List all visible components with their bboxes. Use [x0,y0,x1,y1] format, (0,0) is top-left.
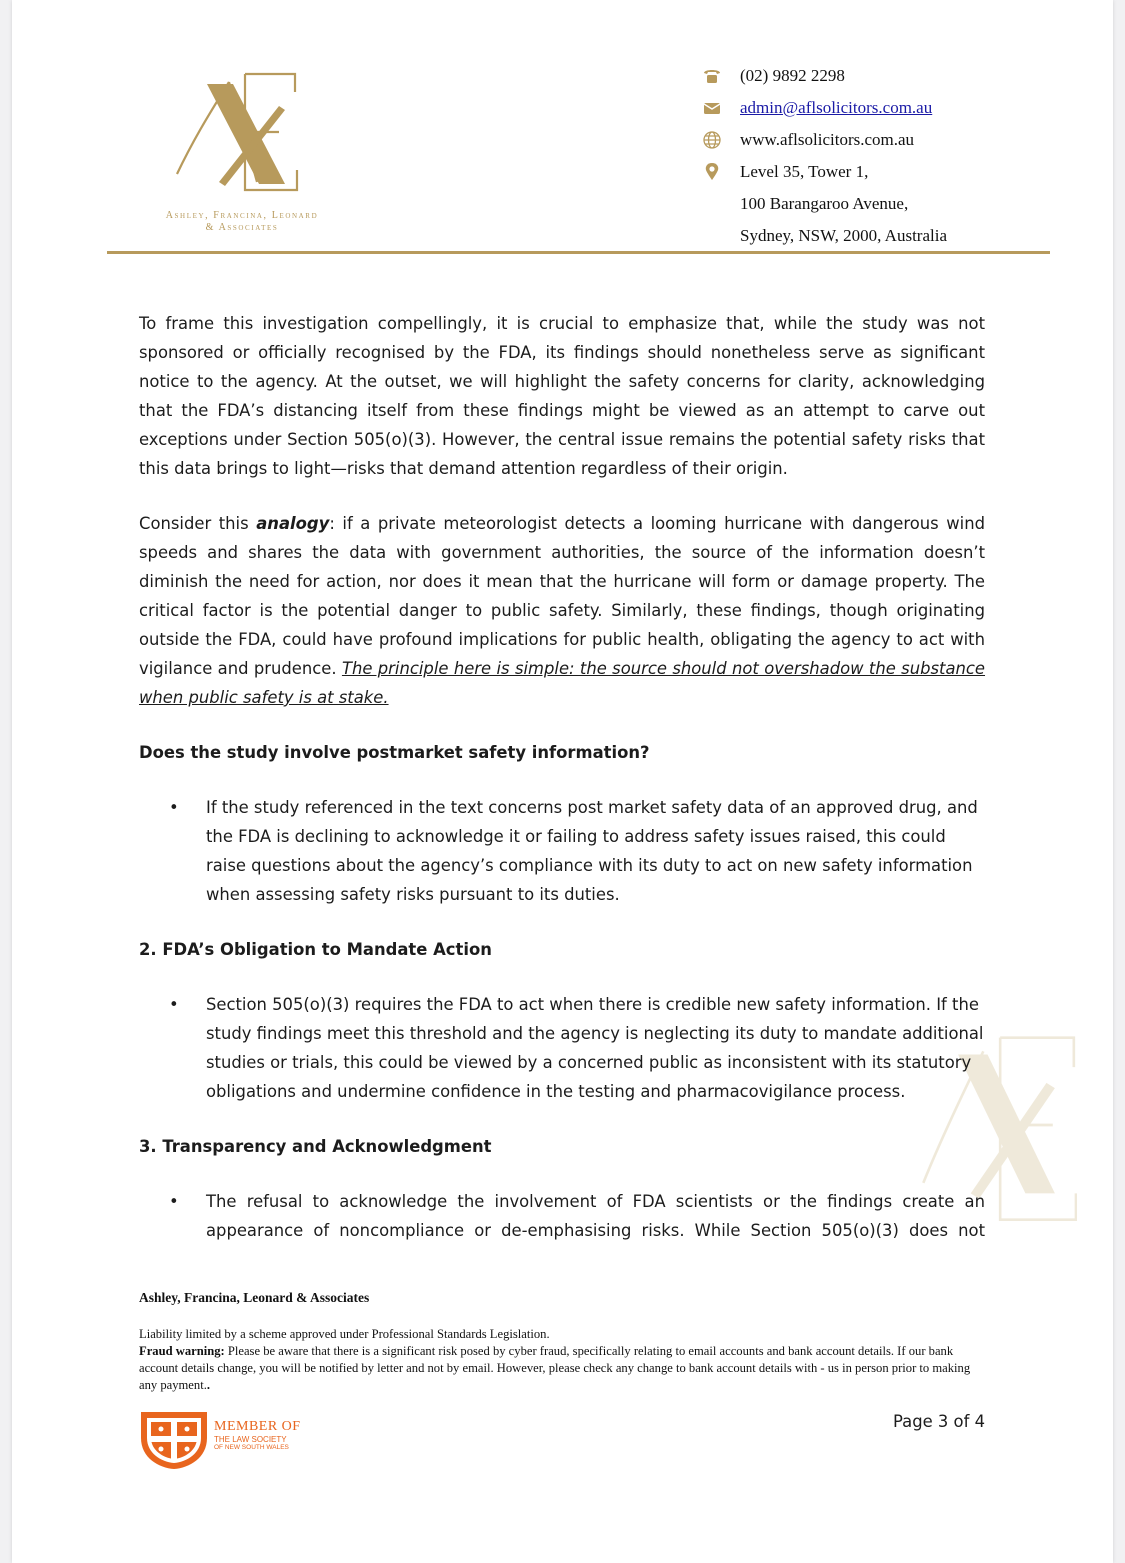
paragraph-framing: To frame this investigation compellingly, it is crucial to emphasize that, while the study was not sponsored or officially recognised by the FDA, its findings should nonetheless serve as significant notice to the agency. At the outset, we will highlight the safety concerns for clarity, acknowledging that the FDA’s distancing itself from these findings might be viewed as an attempt to carve out exceptions under Section 505(o)(3). However, the central issue remains the potential safety risks that this data brings to light—risks that demand attention regardless of their origin. [139,314,985,478]
footer-legal-notice: Liability limited by a scheme approved under Professional Standards Legislation. Fraud warning: Please be aware that there is a significant risk posed by cyber fraud, specifically relating to email accounts and bank account details. If our bank account details change, you will be notified by letter and not by email. However, please check any change to bank account details with - us in person prior to making any payment.. [139,1327,971,1392]
paragraph-analogy: Consider this analogy: if a private meteorologist detects a looming hurricane with dangerous wind speeds and shares the data with government authorities, the source of the information doesn’t diminish the need for action, nor does it mean that the hurricane will form or damage property. The critical factor is the potential danger to public safety. Similarly, these findings, though originating outside the FDA, could have profound implications for public health, obligating the agency to act with vigilance and prudence. The principle here is simple: the source should not overshadow the substance when public safety is at stake. [139,514,986,707]
document-page [12,0,1113,1563]
contact-address-line1: Level 35, Tower 1, [702,158,1082,190]
afl-monogram-icon [167,62,317,202]
law-society-badge: MEMBER OF THE LAW SOCIETY OF NEW SOUTH WALES [139,1408,379,1472]
bullet-marker: • [169,798,179,817]
globe-icon [702,130,722,150]
bullet-item: • The refusal to acknowledge the involvement of FDA scientists or the findings create an appearance of noncompliance or de-emphasising risks. While Section 505(o)(3) does not [139,1187,985,1245]
emphasis-analogy: analogy [256,514,330,533]
bullet-marker: • [169,1192,179,1211]
firm-logo-name: Ashley, Francina, Leonard & Associates [165,210,319,233]
section-heading-postmarket: Does the study involve postmarket safety information? [139,743,650,762]
bullet-item: • If the study referenced in the text concerns post market safety data of an approved drug, and the FDA is declining to acknowledge it or failing to address safety issues raised, this could raise questions about the agency’s compliance with its duty to act on new safety information when assessing safety risks pursuant to its duties. [139,793,985,909]
phone-icon [702,66,722,86]
email-link[interactable]: admin@aflsolicitors.com.au [740,98,933,117]
section-heading-transparency: 3. Transparency and Acknowledgment [139,1137,492,1156]
page-footer [139,1290,985,1394]
firm-logo [142,62,342,242]
contact-phone: (02) 9892 2298 [702,62,1082,94]
page-number: Page 3 of 4 [893,1412,985,1431]
section-heading-obligation: 2. FDA’s Obligation to Mandate Action [139,940,492,959]
footer-firm-name: Ashley, Francina, Leonard & Associates [139,1290,370,1305]
bullet-marker: • [169,995,179,1014]
header-divider [107,251,1050,254]
email-icon [702,98,722,118]
contact-website: www.aflsolicitors.com.au [702,126,1082,158]
location-pin-icon [702,162,722,182]
contact-block [702,62,1082,254]
underlined-principle: The principle here is simple: the source should not overshadow the substance when public safety is at stake. [139,659,986,707]
letter-body [139,309,985,1271]
contact-address-line3: Sydney, NSW, 2000, Australia [740,226,947,245]
bullet-item: • Section 505(o)(3) requires the FDA to act when there is credible new safety information. If the study findings meet this threshold and the agency is neglecting its duty to mandate additional studies or trials, this could be viewed by a concerned public as inconsistent with its statutory obligations and undermine confidence in the testing and pharmacovigilance process. [139,990,985,1106]
law-society-crest-icon [139,1408,209,1470]
contact-email[interactable] [702,94,1082,126]
contact-address-line2: 100 Barangaroo Avenue, [740,194,909,213]
